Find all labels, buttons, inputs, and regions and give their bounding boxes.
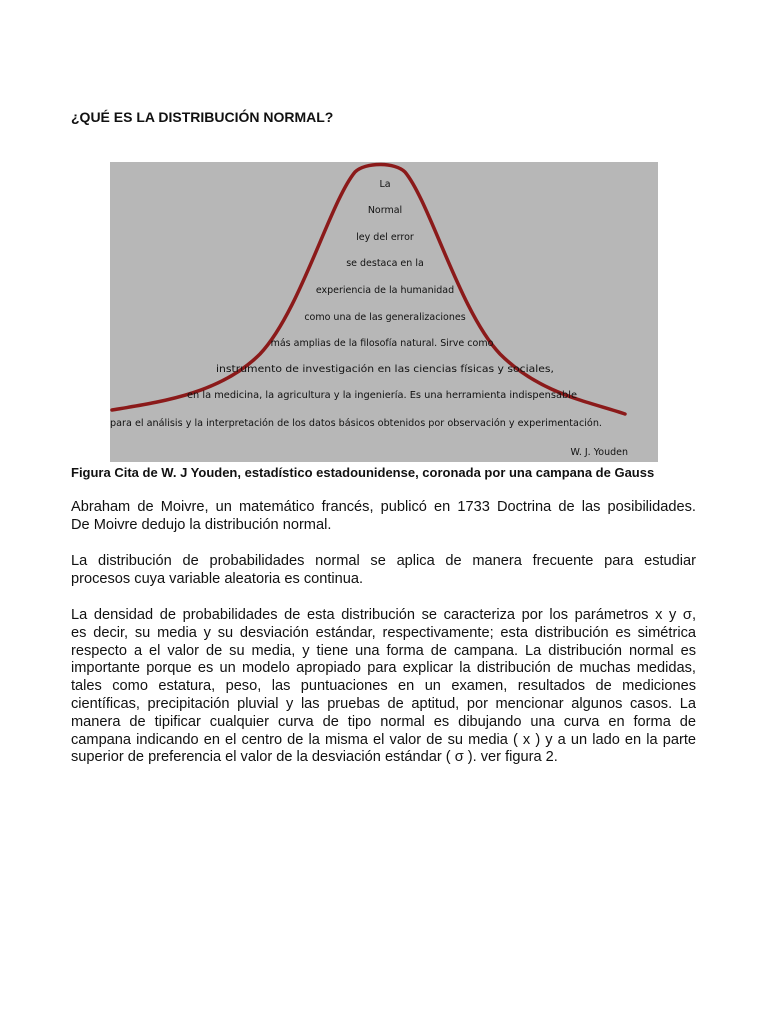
paragraph-line: campana indicando en el centro de la misma el valor de su media ( x ) y a un lado en la parte	[71, 731, 696, 748]
bell-line-8: instrumento de investigación en las ciencias físicas y sociales,	[216, 364, 554, 375]
bell-curve-image	[110, 162, 658, 462]
paragraph-line: La densidad de probabilidades de esta distribución se caracteriza por los parámetros x y σ,	[71, 607, 696, 623]
paragraph-line: científicas, precipitación pluvial y las pruebas de aptitud, por mencionar algunos casos. La	[71, 695, 696, 712]
page-title: ¿QUÉ ES LA DISTRIBUCIÓN NORMAL?	[71, 109, 334, 125]
paragraph-line: procesos cuya variable aleatoria es continua.	[71, 570, 364, 587]
paragraph-line: es decir, su media y su desviación estándar, respectivamente; esta distribución es simétrica	[71, 624, 696, 641]
paragraph-line: La distribución de probabilidades normal se aplica de manera frecuente para estudiar	[71, 553, 696, 569]
paragraph-line: manera de tipificar cualquier curva de tipo normal es dibujando una curva en forma de	[71, 713, 696, 730]
bell-line-2: Normal	[367, 205, 403, 216]
bell-line-7: más amplias de la filosofía natural. Sirve como	[270, 338, 494, 349]
figure-caption: Figura Cita de W. J Youden, estadístico estadounidense, coronada por una campana de Gauss	[71, 465, 655, 480]
paragraph-line: Abraham de Moivre, un matemático francés, publicó en 1733 Doctrina de las posibilidades.	[71, 499, 696, 515]
paragraph-line: importante porque es un modelo apropiado para explicar la distribución de muchas medidas,	[71, 660, 696, 677]
bell-line-3: ley del error	[356, 232, 414, 243]
bell-line-4: se destaca en la	[346, 258, 424, 269]
bell-line-9: en la medicina, la agricultura y la ingeniería. Es una herramienta indispensable	[187, 390, 578, 401]
paragraph-density	[71, 607, 696, 767]
paragraph-line: superior de preferencia el valor de la desviación estándar ( σ ). ver figura 2.	[71, 749, 558, 766]
bell-line-1: La	[379, 179, 391, 190]
figure-credit: W. J. Youden	[570, 447, 628, 458]
bell-line-10: para el análisis y la interpretación de los datos básicos obtenidos por observación y experimentación.	[110, 418, 602, 429]
paragraph-de-moivre	[71, 499, 696, 535]
paragraph-line: respecto a el valor de su media, y tiene una forma de campana. La distribución normal es	[71, 642, 696, 659]
paragraph-line: De Moivre dedujo la distribución normal.	[71, 516, 332, 533]
bell-line-5: experiencia de la humanidad	[315, 285, 455, 296]
youden-figure	[110, 162, 658, 462]
paragraph-application	[71, 553, 696, 589]
bell-line-6: como una de las generalizaciones	[304, 312, 466, 323]
paragraph-line: tales como estatura, peso, las puntuaciones en un examen, resultados de mediciones	[71, 678, 696, 695]
